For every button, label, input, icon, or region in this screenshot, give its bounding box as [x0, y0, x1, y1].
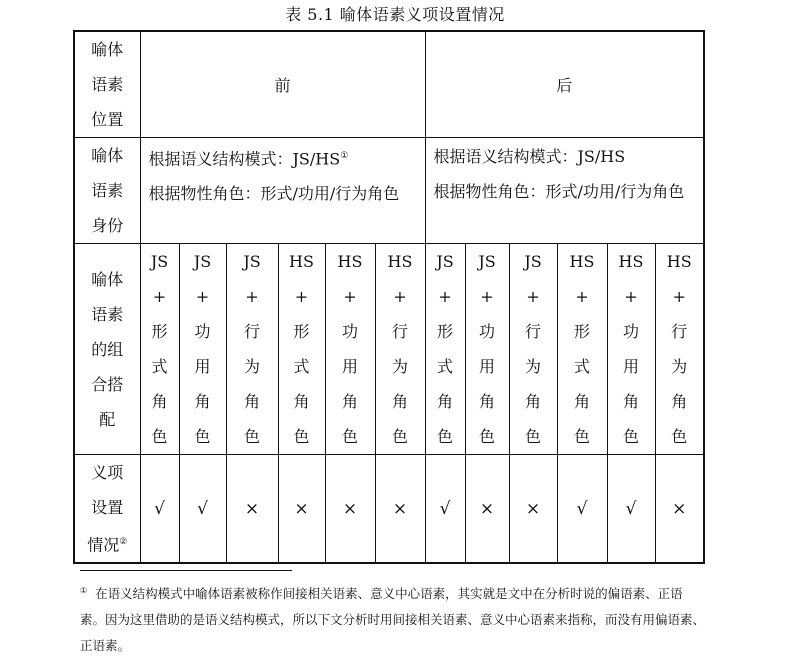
combination-char: JS: [193, 252, 212, 271]
combination-char: HS: [569, 252, 595, 271]
setting-mark: √: [140, 455, 179, 564]
combination-char: 角: [391, 392, 408, 411]
combination-char: 用: [478, 357, 495, 376]
combination-cell: [226, 244, 278, 455]
combination-char: 色: [524, 427, 541, 446]
combination-char: 角: [293, 392, 310, 411]
identity-front-structure: 根据语义结构模式：JS/HS: [148, 149, 341, 169]
combination-cell: [325, 244, 375, 455]
combination-char: 色: [341, 427, 358, 446]
setting-mark: ×: [325, 455, 375, 564]
combination-char: +: [480, 287, 494, 306]
setting-mark: √: [607, 455, 655, 564]
combination-char: 形: [573, 322, 590, 341]
combination-char: 功: [622, 322, 639, 341]
combination-char: 行: [391, 322, 408, 341]
combination-char: 角: [436, 392, 453, 411]
combination-cell: [140, 244, 179, 455]
row-header-combination: 喻体 语素 的组 合搭 配: [74, 244, 140, 455]
footnote-ref-2: ②: [119, 537, 128, 547]
combination-char: +: [575, 287, 589, 306]
combination-char: 式: [573, 357, 590, 376]
combination-cell: [179, 244, 226, 455]
combination-char: +: [393, 287, 407, 306]
combination-char: 为: [243, 357, 260, 376]
combination-char: 形: [436, 322, 453, 341]
combination-char: JS: [524, 252, 542, 271]
combination-char: 角: [194, 392, 211, 411]
combination-char: +: [245, 287, 259, 306]
table-caption: 表 5.1 喻体语素义项设置情况: [285, 5, 505, 24]
table-row: [74, 455, 704, 564]
combination-char: 形: [293, 322, 310, 341]
combination-char: 角: [243, 392, 260, 411]
combination-char: 色: [194, 427, 211, 446]
combination-char: 形: [151, 322, 168, 341]
footnote-text: 在语义结构模式中喻体语素被称作间接相关语素、意义中心语素，其实就是文中在分析时说的偏语素、正语素。因为这里借助的是语义结构模式，所以下文分析时用间接相关语素、意义中心语素来指称，而没有用偏语素、正语素。: [80, 586, 706, 654]
position-front: 前: [140, 31, 425, 138]
combination-char: 式: [293, 357, 310, 376]
morpheme-table: [73, 30, 705, 564]
combination-char: 行: [671, 322, 688, 341]
combination-char: 角: [622, 392, 639, 411]
combination-char: 色: [436, 427, 453, 446]
combination-char: 用: [194, 357, 211, 376]
table-container: [73, 30, 705, 564]
combination-char: 为: [524, 357, 541, 376]
combination-char: JS: [436, 252, 454, 271]
combination-char: 色: [478, 427, 495, 446]
combination-char: 为: [391, 357, 408, 376]
table-row: [74, 244, 704, 455]
setting-mark: ×: [226, 455, 278, 564]
identity-front: [140, 138, 425, 244]
combination-char: +: [152, 287, 167, 306]
combination-char: 角: [573, 392, 590, 411]
setting-mark: ×: [278, 455, 325, 564]
combination-char: 式: [151, 357, 168, 376]
setting-mark: ×: [375, 455, 425, 564]
identity-front-qualia: 根据物性角色：形式/功用/行为角色: [148, 184, 400, 204]
combination-char: +: [438, 287, 452, 306]
combination-char: 角: [478, 392, 495, 411]
combination-char: +: [343, 287, 357, 306]
setting-mark: √: [425, 455, 465, 564]
row-header-identity: 喻体 语素 身份: [74, 138, 140, 244]
footnote-marker: ①: [80, 586, 88, 595]
combination-char: HS: [618, 252, 644, 271]
combination-char: HS: [387, 252, 413, 271]
identity-back-qualia: 根据物性角色：形式/功用/行为角色: [433, 182, 685, 201]
combination-char: +: [526, 287, 540, 306]
setting-mark: ×: [509, 455, 557, 564]
footnote: [80, 578, 705, 659]
combination-char: 功: [478, 322, 495, 341]
combination-cell: [465, 244, 509, 455]
position-back: 后: [425, 31, 704, 138]
table-row: [74, 138, 704, 244]
combination-char: 角: [671, 392, 688, 411]
identity-back-structure: 根据语义结构模式：JS/HS: [433, 147, 626, 166]
combination-cell: [509, 244, 557, 455]
setting-mark: √: [557, 455, 607, 564]
combination-char: 角: [524, 392, 541, 411]
combination-char: 色: [622, 427, 639, 446]
combination-cell: [375, 244, 425, 455]
combination-char: 色: [243, 427, 260, 446]
table-row: [74, 31, 704, 138]
combination-char: 色: [151, 427, 168, 446]
combination-char: 色: [671, 427, 688, 446]
row-header-setting: 义项 设置 情况②: [74, 455, 140, 564]
combination-char: 用: [341, 357, 358, 376]
setting-mark: ×: [465, 455, 509, 564]
combination-char: 色: [293, 427, 310, 446]
combination-char: +: [294, 287, 309, 306]
row-header-position: 喻体 语素 位置: [74, 31, 140, 138]
combination-char: JS: [150, 252, 169, 271]
combination-char: JS: [478, 252, 496, 271]
combination-char: 色: [391, 427, 408, 446]
footnote-divider: [80, 570, 292, 571]
combination-cell: [425, 244, 465, 455]
setting-mark: √: [179, 455, 226, 564]
combination-char: 角: [151, 392, 168, 411]
combination-cell: [607, 244, 655, 455]
setting-mark: ×: [655, 455, 704, 564]
combination-cell: [557, 244, 607, 455]
combination-char: JS: [243, 252, 261, 271]
combination-char: 式: [436, 357, 453, 376]
combination-char: +: [672, 287, 686, 306]
combination-char: 色: [573, 427, 590, 446]
combination-char: HS: [289, 252, 314, 271]
combination-cell: [278, 244, 325, 455]
combination-char: 行: [524, 322, 541, 341]
footnote-ref-1: ①: [340, 151, 349, 161]
combination-char: 用: [622, 357, 639, 376]
combination-char: +: [195, 287, 210, 306]
combination-cell: [655, 244, 704, 455]
combination-char: 功: [194, 322, 211, 341]
combination-char: +: [624, 287, 638, 306]
combination-char: 行: [243, 322, 260, 341]
identity-back: [425, 138, 704, 244]
combination-char: 角: [341, 392, 358, 411]
combination-char: 为: [671, 357, 688, 376]
combination-char: HS: [666, 252, 692, 271]
combination-char: 功: [341, 322, 358, 341]
combination-char: HS: [337, 252, 363, 271]
